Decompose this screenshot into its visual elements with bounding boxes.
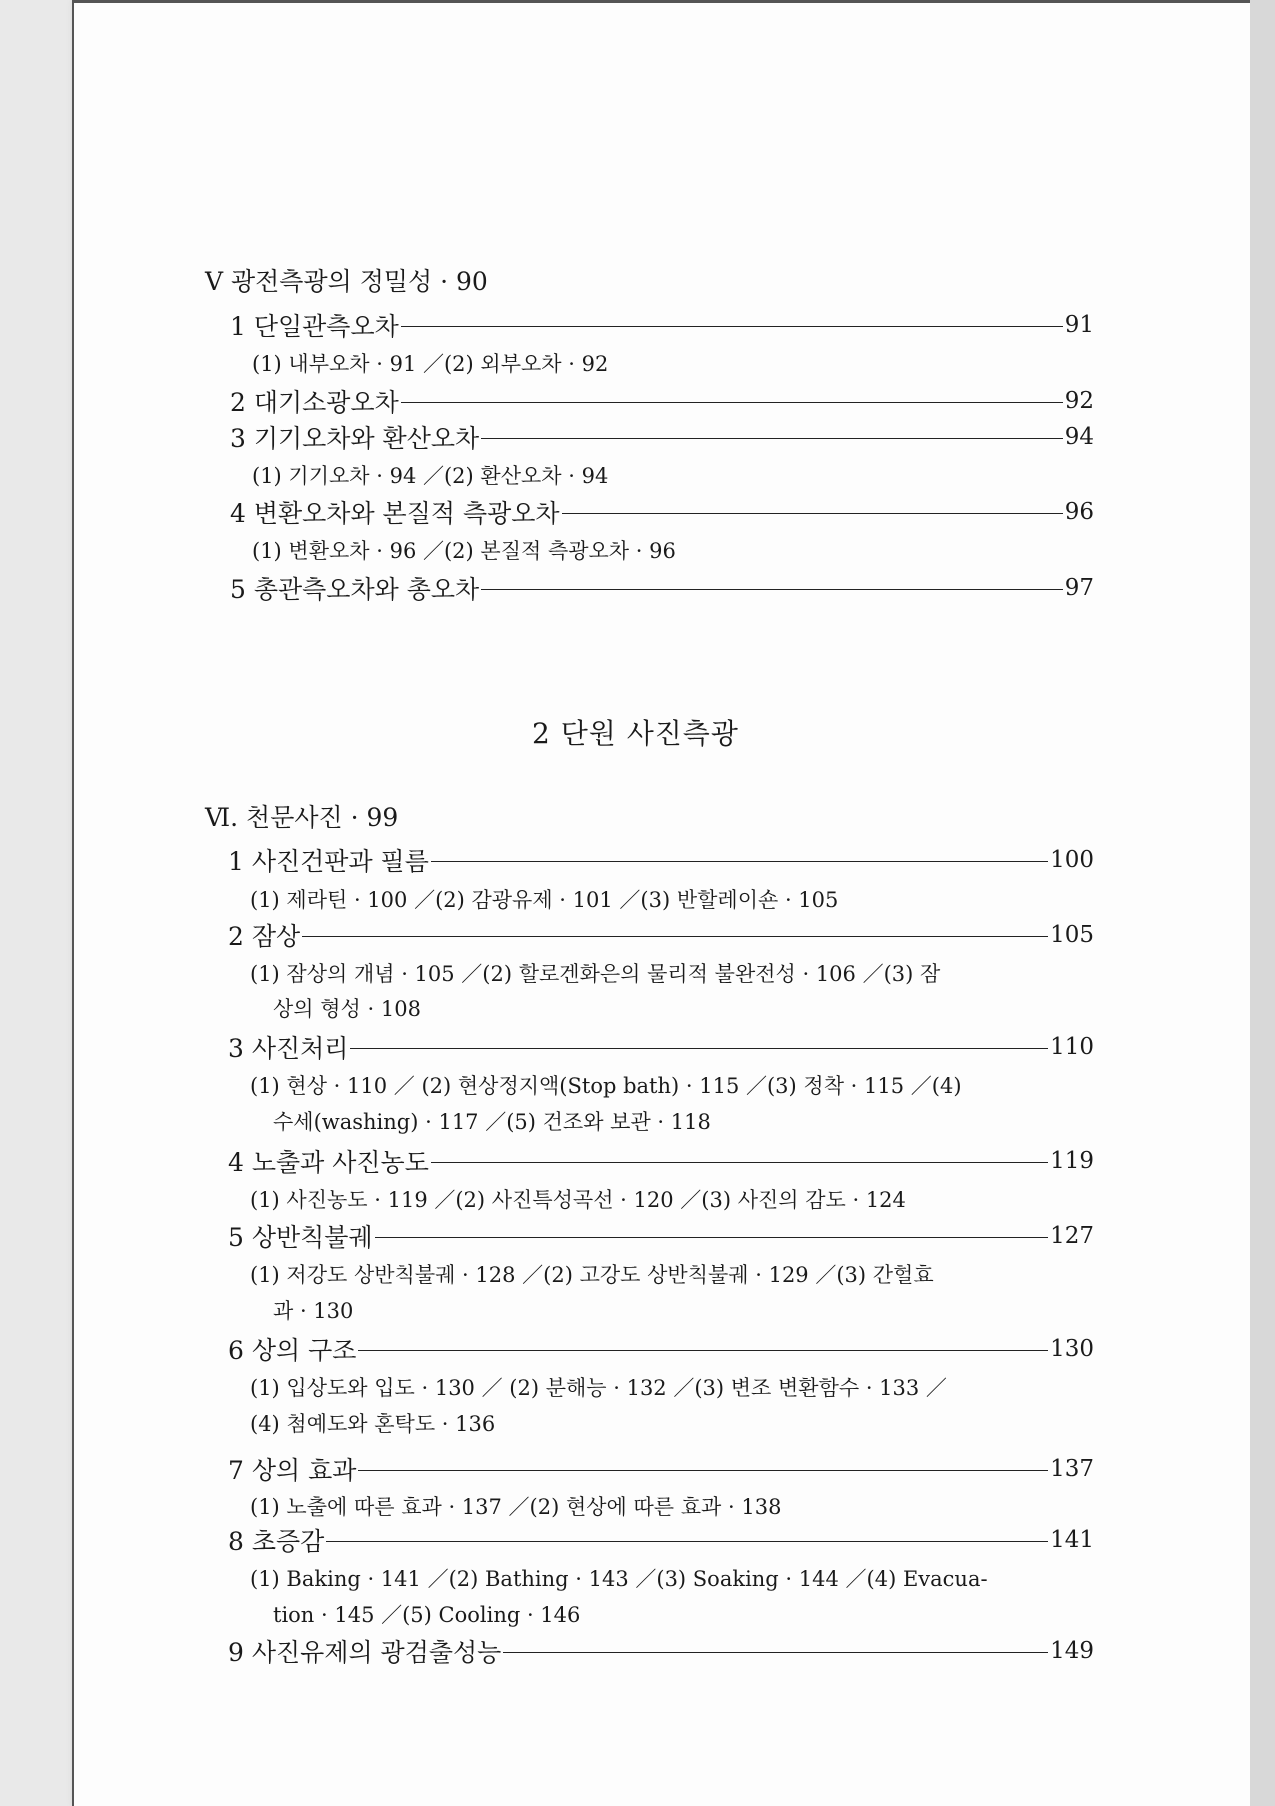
toc-entry[interactable] xyxy=(230,420,1094,454)
toc-subentry: (1) Baking · 141 ／(2) Bathing · 143 ／(3) Soaking · 144 ／(4) Evacua- xyxy=(250,1567,988,1591)
toc-entry[interactable] xyxy=(228,1144,1094,1178)
toc-entry[interactable] xyxy=(228,1332,1094,1366)
dot-leader xyxy=(431,1162,1048,1163)
chapter-5-heading: V 광전측광의 정밀성 · 90 xyxy=(205,267,488,296)
toc-subentry-continued: 상의 형성 · 108 xyxy=(273,997,421,1021)
dot-leader xyxy=(358,1470,1048,1471)
chapter-6-heading: Ⅵ. 천문사진 · 99 xyxy=(205,803,399,832)
toc-entry-page: 119 xyxy=(1050,1148,1094,1174)
toc-entry-title: 1 단일관측오차 xyxy=(230,312,399,341)
toc-entry-page: 127 xyxy=(1050,1223,1094,1249)
toc-entry[interactable] xyxy=(228,918,1094,952)
toc-entry[interactable] xyxy=(228,1523,1094,1557)
dot-leader xyxy=(481,589,1063,590)
dot-leader xyxy=(350,1048,1048,1049)
toc-subentry: (1) 제라틴 · 100 ／(2) 감광유제 · 101 ／(3) 반할레이숀 · 105 xyxy=(250,888,839,912)
toc-entry-title: 8 초증감 xyxy=(228,1527,325,1556)
toc-entry-page: 92 xyxy=(1064,388,1094,414)
toc-entry-page: 100 xyxy=(1050,847,1094,873)
toc-entry-page: 97 xyxy=(1064,575,1094,601)
toc-subentry-continued: tion · 145 ／(5) Cooling · 146 xyxy=(273,1603,581,1627)
toc-subentry: (1) 현상 · 110 ／ (2) 현상정지액(Stop bath) · 115 ／(3) 정착 · 115 ／(4) xyxy=(250,1074,962,1098)
toc-subentry: (1) 노출에 따른 효과 · 137 ／(2) 현상에 따른 효과 · 138 xyxy=(250,1495,782,1519)
toc-subentry: (1) 내부오차 · 91 ／(2) 외부오차 · 92 xyxy=(252,352,609,376)
toc-entry[interactable] xyxy=(230,495,1094,529)
toc-subentry-continued: 과 · 130 xyxy=(273,1299,354,1323)
dot-leader xyxy=(401,326,1063,327)
toc-subentry: (1) 저강도 상반칙불궤 · 128 ／(2) 고강도 상반칙불궤 · 129 ／(3) 간헐효 xyxy=(250,1263,934,1287)
dot-leader xyxy=(503,1652,1048,1653)
toc-entry-title: 1 사진건판과 필름 xyxy=(228,847,429,876)
toc-entry[interactable] xyxy=(230,571,1094,605)
toc-entry-page: 137 xyxy=(1050,1456,1094,1482)
toc-entry-title: 2 대기소광오차 xyxy=(230,388,399,417)
dot-leader xyxy=(481,438,1063,439)
toc-entry[interactable] xyxy=(228,1634,1094,1668)
toc-entry-page: 141 xyxy=(1050,1527,1094,1553)
toc-entry-page: 91 xyxy=(1064,312,1094,338)
toc-subentry: (1) 잠상의 개념 · 105 ／(2) 할로겐화은의 물리적 불완전성 · 106 ／(3) 잠 xyxy=(250,962,941,986)
toc-entry-title: 4 변환오차와 본질적 측광오차 xyxy=(230,499,560,528)
toc-entry-page: 110 xyxy=(1050,1034,1094,1060)
toc-subentry: (1) 기기오차 · 94 ／(2) 환산오차 · 94 xyxy=(252,464,609,488)
dot-leader xyxy=(302,936,1048,937)
toc-entry-title: 6 상의 구조 xyxy=(228,1336,357,1365)
toc-entry[interactable] xyxy=(228,1452,1094,1486)
toc-entry-title: 2 잠상 xyxy=(228,922,301,951)
toc-subentry: (1) 입상도와 입도 · 130 ／ (2) 분해능 · 132 ／(3) 변조 변환함수 · 133 ／ xyxy=(250,1376,947,1400)
dot-leader xyxy=(358,1350,1048,1351)
dot-leader xyxy=(375,1237,1048,1238)
toc-subentry-continued: (4) 첨예도와 혼탁도 · 136 xyxy=(250,1412,496,1436)
toc-entry[interactable] xyxy=(230,308,1094,342)
toc-entry[interactable] xyxy=(228,1030,1094,1064)
dot-leader xyxy=(431,861,1048,862)
toc-entry-page: 130 xyxy=(1050,1336,1094,1362)
toc-entry[interactable] xyxy=(230,384,1094,418)
toc-entry-title: 3 기기오차와 환산오차 xyxy=(230,424,480,453)
toc-subentry-continued: 수세(washing) · 117 ／(5) 건조와 보관 · 118 xyxy=(273,1110,711,1134)
toc-entry-title: 3 사진처리 xyxy=(228,1034,349,1063)
toc-entry-title: 4 노출과 사진농도 xyxy=(228,1148,429,1177)
toc-entry-title: 5 상반칙불궤 xyxy=(228,1223,373,1252)
toc-entry-page: 96 xyxy=(1064,499,1094,525)
unit-title: 2 단원 사진측광 xyxy=(532,717,739,750)
toc-entry[interactable] xyxy=(228,843,1094,877)
toc-entry[interactable] xyxy=(228,1219,1094,1253)
toc-entry-title: 9 사진유제의 광검출성능 xyxy=(228,1638,502,1667)
toc-entry-title: 7 상의 효과 xyxy=(228,1456,357,1485)
toc-entry-page: 94 xyxy=(1064,424,1094,450)
toc-entry-page: 149 xyxy=(1050,1638,1094,1664)
dot-leader xyxy=(401,402,1063,403)
viewer-margin xyxy=(1250,0,1275,1806)
toc-subentry: (1) 사진농도 · 119 ／(2) 사진특성곡선 · 120 ／(3) 사진의 감도 · 124 xyxy=(250,1188,906,1212)
toc-entry-page: 105 xyxy=(1050,922,1094,948)
dot-leader xyxy=(326,1541,1048,1542)
toc-entry-title: 5 총관측오차와 총오차 xyxy=(230,575,480,604)
dot-leader xyxy=(562,513,1063,514)
toc-subentry: (1) 변환오차 · 96 ／(2) 본질적 측광오차 · 96 xyxy=(252,539,676,563)
page-top-border xyxy=(72,0,1250,3)
